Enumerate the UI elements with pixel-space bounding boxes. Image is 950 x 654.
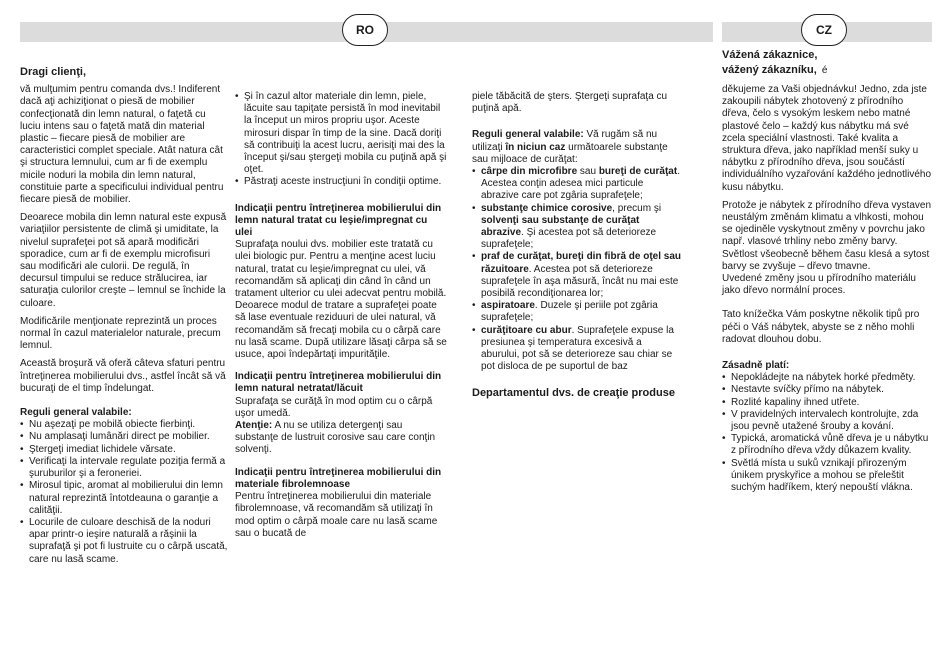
- ro-column-3: [472, 91, 682, 406]
- ro-attention-label: Atenţie:: [235, 420, 273, 432]
- list-item: • Păstraţi aceste instrucţiuni în condiţii optime.: [235, 176, 447, 188]
- ro-title: Dragi clienţi,: [20, 66, 87, 78]
- ro-attention-text: A nu se utiliza detergenţi sau substanţe de lustruit corosive sau care conţin solvenţi.: [235, 420, 436, 456]
- list-item: • Şi în cazul altor materiale din lemn, piele, lăcuite sau tapiţate persistă în mod inevitabil la început un miros propriu uşor. Aceste mirosuri dispar în timp de la sine. Dacă doriţi să contribuiţi la acest lucru, aerisiţi mai des la început şi/sau ştergeţi mobila cu puţină apă şi oţet.: [235, 91, 447, 176]
- list-item: • V pravidelných intervalech kontrolujte, zda jsou pevně utažené šrouby a kování.: [722, 409, 932, 433]
- ro-para-normal: Modificările menţionate reprezintă un proces normal în cazul materialelor naturale, precum lemnul.: [20, 315, 221, 352]
- ro-rules2-intro-b: în niciun caz: [505, 141, 566, 153]
- cz-para-climate: Protože je nábytek z přírodního dřeva vystaven neustálým změnám klimatu a vlhkosti, mohou se ojediněle vyskytnout změny v povrchu jako např. vlasové trhliny nebo změny barvy. Světlost všeobecně během času klesá a sytost barvy se zvyšuje – dřevo tmavne.: [722, 199, 932, 272]
- ro-signature: Departamentul dvs. de creaţie produse: [472, 387, 675, 400]
- list-item: • Ştergeţi imediat lichidele vărsate.: [20, 444, 228, 456]
- item-bold: cârpe din microfibre: [481, 166, 578, 178]
- ro-language-badge: RO: [342, 14, 388, 46]
- list-item: [472, 251, 682, 300]
- ro-fibre-title: Indicaţii pentru întreţinerea mobilierului din materiale fibrolemnoase: [235, 466, 442, 490]
- list-item: [472, 300, 682, 324]
- ro-untreated-title: Indicaţii pentru întreţinerea mobilierului din lemn natural netratat/lăcuit: [235, 371, 442, 395]
- ro-rules-list: [20, 419, 228, 565]
- item-text: , precum şi: [612, 202, 662, 214]
- list-item: • Locurile de culoare deschisă de la noduri apar printr-o ieşire naturală a răşinii la suprafaţă şi pot fi lustruite cu o cârpă uscată, care nu lasă scame.: [20, 517, 228, 566]
- list-item: • Mirosul tipic, aromat al mobilierului din lemn natural reprezintă întotdeauna o garanţie a calităţii.: [20, 480, 228, 517]
- ro-intro: vă mulţumim pentru comanda dvs.! Indiferent dacă aţi achiziţionat o piesă de mobilier confecţionată din lemn natural, o faţetă cu luciu intens sau o faţetă mată din material plastic – fiecare piesă de mobilier are caracteristici complet speciale. Atât natura cât şi structura lemnului, cum ar fi de exemplu micile noduri la mobila din lemn natural, constituie parte a specificului individual pentru fiecare piesă de mobilier.: [20, 84, 224, 206]
- item-tail: . Şi acestea pot să deterioreze suprafeţele;: [481, 227, 657, 251]
- list-item: • Nu aşezaţi pe mobilă obiecte fierbinţi.: [20, 419, 228, 431]
- list-item: • Nu amplasaţi lumânări direct pe mobilier.: [20, 431, 228, 443]
- item-tail: . Duzele şi periile pot zgâria suprafeţele;: [481, 300, 658, 324]
- cz-para-brochure: Tato knížečka Vám poskytne několik tipů pro péči o Váš nábytek, abyste se z něho mohli radovat dlouhou dobu.: [722, 309, 920, 345]
- item-bold: aspiratoare: [481, 300, 535, 312]
- ro-rules-title: Reguli general valabile:: [20, 407, 132, 419]
- ro-rules2-intro-a: Vă rugăm să nu utilizaţi: [472, 129, 658, 153]
- item-bold: substanţe chimice corosive: [481, 202, 613, 214]
- ro-rules2-intro-c: următoarele substanţe sau mijloace de curăţat:: [472, 141, 668, 165]
- ro-attention: [235, 420, 447, 457]
- ro-para-brochure: Această broşură vă oferă câteva sfaturi pentru întreţinerea mobilierului dvs., astfel încât să vă bucuraţi de el timp îndelungat.: [20, 358, 226, 394]
- cz-greeting-extra: é: [821, 65, 828, 76]
- item-tail: . Acestea conţin adesea mici particule abrazive care pot zgâria suprafeţele;: [481, 166, 680, 202]
- cz-greeting-1: Vážená zákaznice,: [722, 49, 818, 61]
- ro-para-climate: Deoarece mobila din lemn natural este expusă variaţiilor persistente de climă şi umiditate, la nivelul suprafeţei pot să apară modificări sporadice, cum ar fi de exemplu microfisuri sau modificări ale culorii. De regulă, în decursul timpului se reduce strălucirea, iar saturaţia culorilor creşte – lemnul se închide la culoare.: [20, 212, 227, 309]
- list-item: • Světlá místa u suků vznikají přirozeným únikem pryskyřice a mohou se přeleštit suchým hadříkem, který nepouští vlákna.: [722, 458, 932, 495]
- ro-column-2: [235, 91, 447, 546]
- list-item: [472, 203, 682, 252]
- item-text: sau: [577, 166, 599, 178]
- list-item: [472, 325, 682, 374]
- ro-oiled-title: Indicaţii pentru întreţinerea mobilierului din lemn natural tratat cu leşie/impregnat cu ulei: [235, 202, 442, 239]
- item-tail: . Acestea pot să deterioreze suprafeţele în aşa măsură, încât nu mai este posibilă recondiţionarea lor;: [481, 263, 679, 300]
- item-bold: praf de curăţat, bureţi din fibră de oţel sau răzuitoare: [481, 251, 682, 275]
- list-item: • Nestavte svíčky přímo na nábytek.: [722, 384, 932, 396]
- item-bold-2: bureţi de curăţat: [598, 166, 678, 178]
- item-bold-2: solvenţi sau substanţe de curăţat abrazive: [481, 214, 640, 239]
- cz-rules-title: Zásadně platí:: [722, 360, 790, 372]
- cz-language-badge: CZ: [801, 14, 847, 46]
- list-item: • Typická, aromatická vůně dřeva je u nábytku z přírodního dřeva vždy důkazem kvality.: [722, 433, 932, 457]
- cz-rules-list: [722, 372, 932, 494]
- ro-fibre-text: Pentru întreţinerea mobilierului din materiale fibrolemnoase, vă recomandăm să utilizaţi în mod optim o cârpă moale care nu lasă scame sau o bucată de: [235, 491, 438, 539]
- ro-rules-list-cont: [235, 91, 447, 189]
- cz-greeting-2: [722, 63, 932, 78]
- ro-rules2-list: [472, 166, 682, 373]
- cz-intro: děkujeme za Vaši objednávku! Jedno, zda jste zakoupili nábytek zhotovený z přírodního dřeva, čelo s vysokým leskem nebo matné plastové čelo – každý kus nábytku má své zcela speciální vlastnosti. Také kvalita a struktura dřeva, jako například menší suky u nábytku z přírodního dřeva, jsou součástí individuálního vyzařování každého jednotlivého kusu nábytku.: [722, 84, 932, 193]
- ro-rules2-intro: [472, 129, 682, 166]
- ro-oiled-text: Suprafaţa noului dvs. mobilier este tratată cu ulei biologic pur. Pentru a menţine acest luciu natural, tratat cu leşie/impregnat cu ulei, vă recomandăm să aplicaţi din când în când un tratament ulterior cu ulei adecvat pentru mobilă. Deoarece modul de tratare a suprafeţei poate să lase eventuale reziduuri de ulei natural, vă recomandăm să frecaţi mobila cu o cârpă care nu lasă scame. După utilizare lăsaţi cârpa să se usuce, apoi îndepărtaţi impurităţile.: [235, 239, 447, 361]
- ro-column-1: [20, 66, 228, 572]
- list-item: [472, 166, 682, 203]
- ro-rules2-title: Reguli general valabile:: [472, 129, 584, 141]
- cz-column: [722, 48, 932, 500]
- cz-greeting-2-text: vážený zákazníku,: [722, 64, 817, 76]
- ro-untreated-text: Suprafaţa se curăţă în mod optim cu o cârpă uşor umedă.: [235, 395, 433, 419]
- item-bold: curăţitoare cu abur: [481, 324, 572, 336]
- ro-fibre-cont: piele tăbăcită de şters. Ştergeţi suprafaţa cu puţină apă.: [472, 91, 668, 115]
- item-tail: . Suprafeţele expuse la presiunea şi temperatura excesivă a aburului, pot să se deterioreze sau chiar se pot disloca de pe suportul de baz: [481, 324, 674, 373]
- cz-para-normal: Uvedené změny jsou u přírodního materiálu jako dřevo normální proces.: [722, 273, 916, 297]
- list-item: • Rozlité kapaliny ihned utřete.: [722, 397, 932, 409]
- list-item: • Verificaţi la intervale regulate poziţia fermă a şuruburilor şi a feroneriei.: [20, 456, 228, 480]
- list-item: • Nepokládejte na nábytek horké předměty.: [722, 372, 932, 384]
